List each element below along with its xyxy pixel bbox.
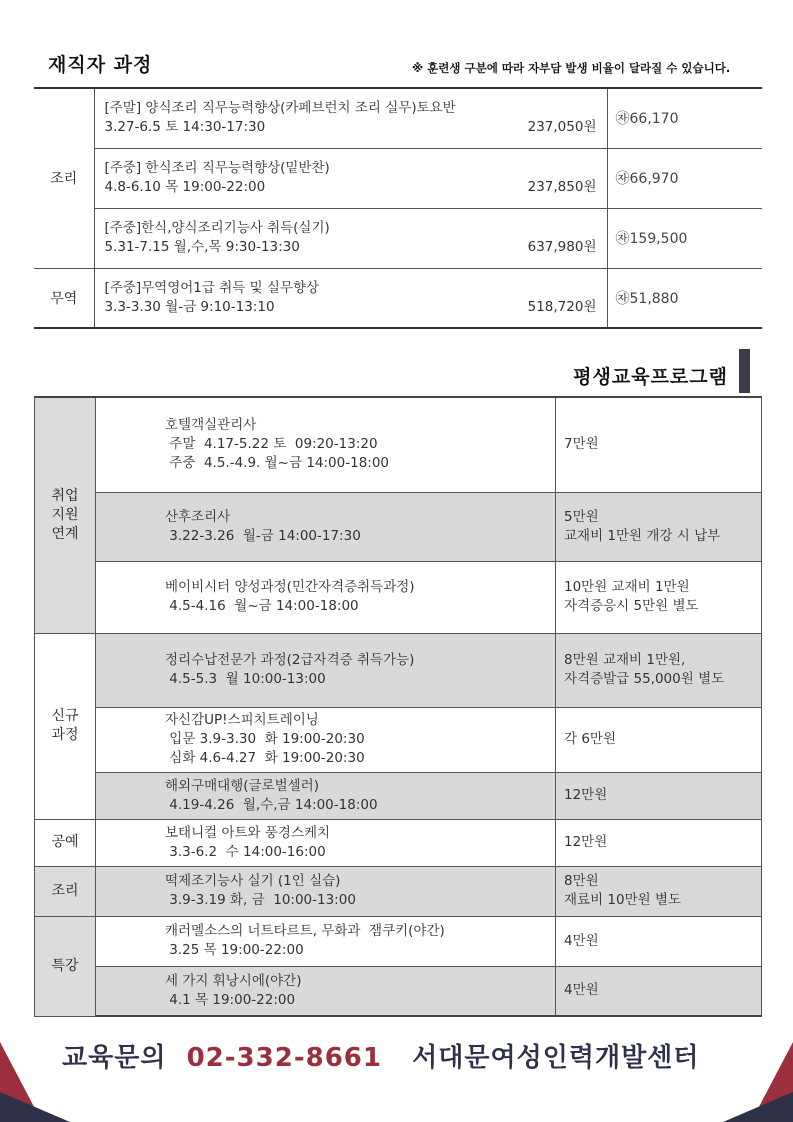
course-cell	[96, 966, 556, 1016]
course-schedule: 주중 4.5.-4.9. 월~금 14:00-18:00	[165, 455, 390, 472]
self-pay-cell: ㉶51,880	[607, 268, 762, 328]
table-row	[35, 819, 762, 866]
category-label: 취업 지원 연계	[51, 487, 79, 542]
course-fee: 518,720원	[527, 298, 597, 315]
course-title: [주중] 한식조리 직무능력향상(밑반찬)	[104, 160, 330, 176]
course-cell	[94, 268, 607, 328]
course-fee: 237,050원	[527, 119, 597, 136]
course-schedule: 4.5-4.16 월~금 14:00-18:00	[165, 598, 359, 614]
category-cell	[35, 397, 96, 633]
section2-title: 평생교육프로그램	[573, 366, 728, 388]
price-text: 5만원	[564, 508, 599, 525]
table-row	[34, 148, 762, 208]
course-schedule: 입문 3.9-3.30 화 19:00-20:30	[165, 731, 365, 747]
course-cell	[96, 633, 556, 707]
course-cell	[94, 208, 607, 268]
course-title: 보태니컬 아트와 풍경스케치	[165, 824, 331, 841]
course-cell	[96, 916, 556, 966]
table-row	[35, 866, 762, 916]
course-schedule: 3.9-3.19 화, 금 10:00-13:00	[165, 892, 356, 908]
course-schedule: 3.3-3.30 월-금 9:10-13:10	[104, 298, 275, 315]
course-title: [주중]무역영어1급 취득 및 실무향상	[104, 279, 320, 296]
price-text: 4만원	[564, 932, 599, 949]
section1-title: 재직자 과정	[48, 54, 153, 76]
course-schedule: 3.25 목 19:00-22:00	[165, 942, 304, 958]
section1-note: ※ 훈련생 구분에 따라 자부담 발생 비율이 달라질 수 있습니다.	[412, 61, 731, 75]
price-note: 자격증응시 5만원 별도	[564, 598, 699, 614]
self-pay-cell: ㉶66,970	[607, 148, 762, 208]
contact-footer	[62, 1037, 699, 1074]
price-text: 12만원	[564, 834, 608, 850]
course-cell	[96, 866, 556, 916]
course-title: 떡제조기능사 실기 (1인 실습)	[165, 873, 341, 889]
price-cell	[556, 866, 762, 916]
table-row	[34, 88, 762, 148]
price-text: 8만원	[564, 873, 599, 889]
course-cell	[96, 397, 556, 492]
course-schedule: 5.31-7.15 월,수,목 9:30-13:30	[104, 239, 300, 255]
category-cell	[35, 633, 96, 819]
course-title: 자신감UP!스피치트레이닝	[165, 712, 319, 728]
price-note: 교재비 1만원 개강 시 납부	[564, 527, 721, 544]
category-cell: 조리	[35, 866, 96, 916]
course-cell	[96, 819, 556, 866]
course-title: 캐러멜소스의 너트타르트, 무화과 잼쿠키(야간)	[165, 923, 445, 939]
course-fee: 637,980원	[527, 239, 597, 255]
course-schedule: 3.3-6.2 수 14:00-16:00	[165, 843, 326, 860]
table-row	[34, 268, 762, 328]
course-cell	[94, 148, 607, 208]
contact-phone[interactable]: 02-332-8661	[186, 1043, 382, 1073]
course-schedule: 4.5-5.3 월 10:00-13:00	[165, 671, 326, 687]
course-title: 산후조리사	[165, 508, 231, 525]
table-row	[35, 492, 762, 561]
self-pay-cell: ㉶159,500	[607, 208, 762, 268]
course-cell	[96, 492, 556, 561]
price-text: 각 6만원	[564, 731, 617, 747]
price-cell	[556, 819, 762, 866]
table-row	[34, 208, 762, 268]
category-cell: 무역	[34, 268, 94, 328]
course-cell	[96, 707, 556, 772]
price-text: 10만원 교재비 1만원	[564, 579, 690, 595]
price-text: 4만원	[564, 982, 599, 999]
category-cell: 조리	[34, 88, 94, 268]
course-cell	[96, 561, 556, 633]
table-row	[35, 772, 762, 819]
course-title: 베이비시터 양성과정(민간자격증취득과정)	[165, 579, 415, 595]
course-title: [주말] 양식조리 직무능력향상(카페브런치 조리 실무)토요반	[104, 100, 456, 117]
price-cell	[556, 916, 762, 966]
table-row	[35, 397, 762, 492]
course-title: 호텔객실관리사	[165, 417, 257, 434]
table-row	[35, 561, 762, 633]
course-cell	[94, 88, 607, 148]
table-row	[35, 707, 762, 772]
corner-decoration-right-navy	[723, 1092, 793, 1122]
course-schedule: 심화 4.6-4.27 화 19:00-20:30	[165, 750, 365, 766]
table-row	[35, 633, 762, 707]
price-text: 8만원 교재비 1만원,	[564, 652, 686, 668]
course-cell	[96, 772, 556, 819]
course-title: 정리수납전문가 과정(2급자격증 취득가능)	[165, 652, 415, 668]
course-schedule: 주말 4.17-5.22 토 09:20-13:20	[165, 436, 378, 453]
price-cell	[556, 397, 762, 492]
course-title: [주중]한식,양식조리기능사 취득(실기)	[104, 220, 330, 236]
category-cell: 특강	[35, 916, 96, 1016]
course-schedule: 4.8-6.10 목 19:00-22:00	[104, 179, 266, 195]
price-cell	[556, 633, 762, 707]
category-label: 신규 과정	[51, 708, 79, 743]
table-row	[35, 916, 762, 966]
corner-decoration-left-navy	[0, 1092, 70, 1122]
price-note: 자격증발급 55,000원 별도	[564, 671, 725, 687]
incumbent-course-table	[34, 87, 762, 329]
course-title: 세 가지 휘낭시에(야간)	[165, 972, 302, 989]
course-schedule: 4.1 목 19:00-22:00	[165, 991, 296, 1008]
lifelong-education-table	[34, 396, 762, 1017]
contact-label: 교육문의	[62, 1043, 167, 1073]
price-cell	[556, 772, 762, 819]
course-schedule: 4.19-4.26 월,수,금 14:00-18:00	[165, 796, 378, 813]
price-cell	[556, 966, 762, 1016]
table-row	[35, 966, 762, 1016]
course-title: 해외구매대행(글로벌셀러)	[165, 777, 319, 794]
category-cell: 공예	[35, 819, 96, 866]
title-accent-bar	[739, 349, 750, 393]
price-cell	[556, 707, 762, 772]
price-note: 재료비 10만원 별도	[564, 892, 682, 908]
organization-name: 서대문여성인력개발센터	[412, 1043, 700, 1073]
price-text: 12만원	[564, 787, 608, 803]
course-schedule: 3.27-6.5 토 14:30-17:30	[104, 119, 266, 136]
course-schedule: 3.22-3.26 월-금 14:00-17:30	[165, 527, 361, 544]
course-fee: 237,850원	[527, 179, 597, 195]
price-cell	[556, 492, 762, 561]
self-pay-cell: ㉶66,170	[607, 88, 762, 148]
price-text: 7만원	[564, 436, 599, 453]
price-cell	[556, 561, 762, 633]
